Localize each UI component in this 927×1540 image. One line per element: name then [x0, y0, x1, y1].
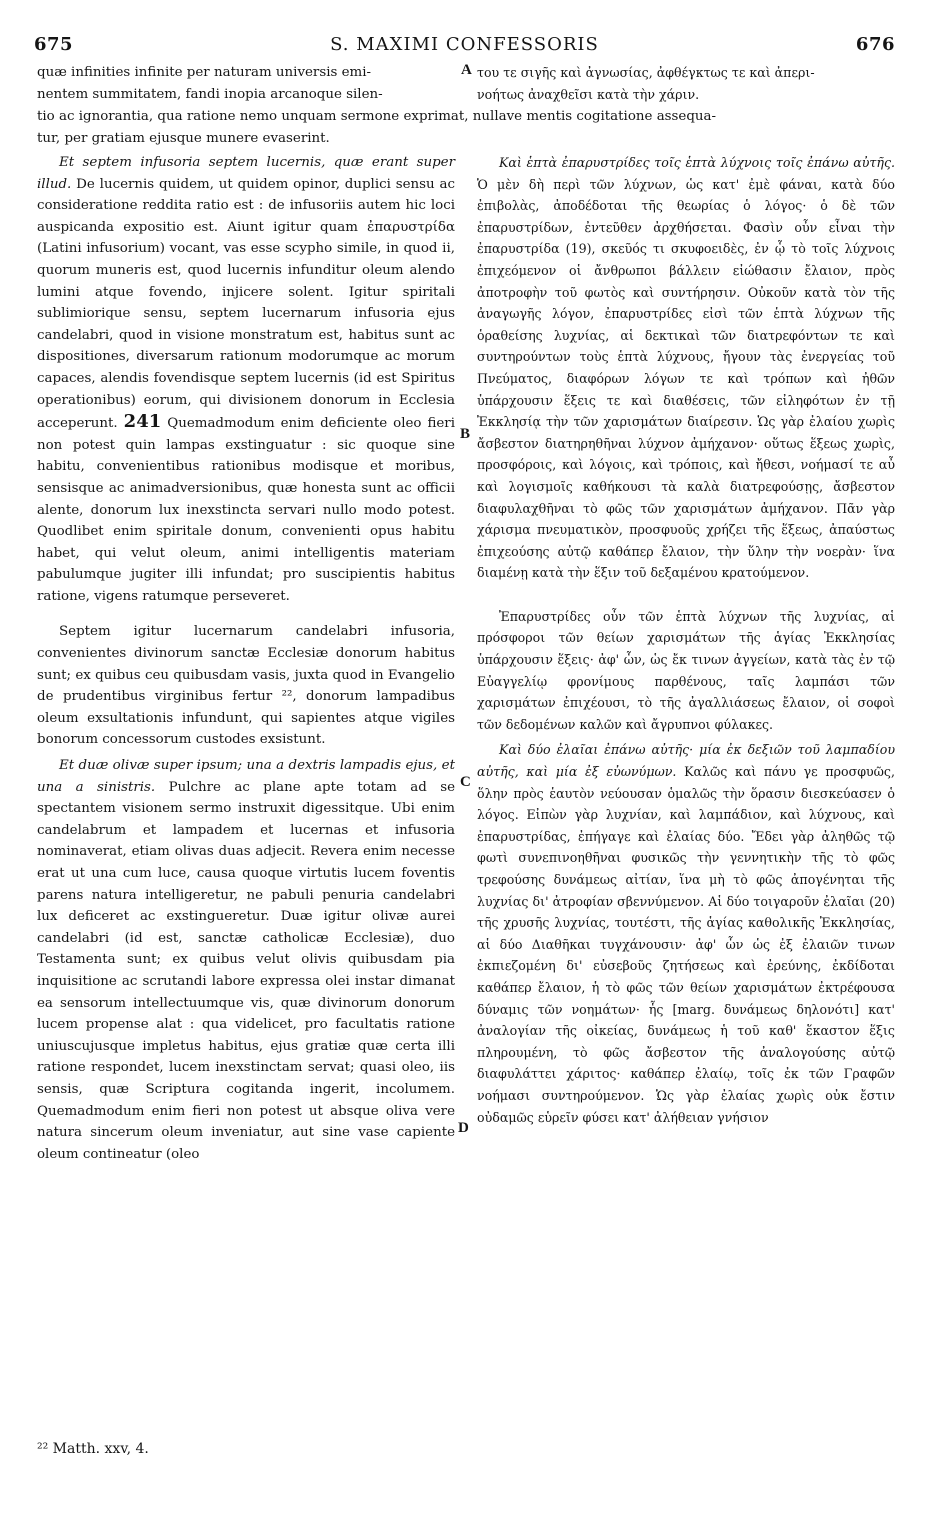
- greek-body-3: Καλῶς καὶ πάνυ γε προσφυῶς, ὅλην πρὸς ἑαυτὸν νεύουσαν ὁμαλῶς τὴν ὅρασιν διεσκεύασεν ὁ λόγος. Εἰπὼν γὰρ λυχνίαν, καὶ λαμπάδιον, καὶ λύχνους, καὶ ἐπαρυστρίδας, ἐπήγαγε καὶ ἐλαίας δύο. Ἔδει γὰρ ἀληθῶς τῷ φωτὶ συνεπινοηθῆναι φυσικῶς τὴν γεννητικὴν τῆς τὸ φῶς τρεφούσης δυνάμεως αἰτίαν, ἵνα μὴ τὸ φῶς ἀπογένηται τῆς λυχνίας δι' ἀτροφίαν σβεννύμενον. Αἱ δύο τοιγαροῦν ἐλαῖαι (20) τῆς χρυσῆς λυχνίας, τουτέστι, τῆς ἁγίας καθολικῆς Ἐκκλησίας, αἱ δύο Διαθῆκαι τυγχάνουσιν· ἀφ' ὧν ὡς ἐξ ἐλαιῶν τινων ἐκπιεζομένη δι' εὐσεβοῦς ζητήσεως καὶ ἐρεύνης, ἐκδίδοται καθάπερ ἔλαιον, ἡ τὸ φῶς τῶν θείων χαρισμάτων ἐκτρέφουσα δύναμις τῶν νοημάτων· ἧς [marg. δυνάμεως δηλονότι] κατ' ἀναλογίαν τῆς οἰκείας, δυνάμεως ἡ τοῦ καθ' ἕκαστον ἕξις πληρουμένη, τὸ φῶς ἄσβεστον τῆς ἀναλογούσης αὐτῷ διαφυλάττει χάριτος· καθάπερ ἐλαίῳ, τοῖς ἐκ τῶν Γραφῶν νοήμασι συντηρούμενον. Ὡς γὰρ ἐλαίας χωρὶς οὐκ ἔστιν οὐδαμῶς εὑρεῖν φύσει κατ' ἀλήθειαν γνήσιον: [477, 764, 895, 1125]
- section-marker-b: B: [460, 426, 471, 442]
- footnote: ²² Matth. xxv, 4.: [37, 1441, 149, 1457]
- latin-paragraph-2: Septem igitur lucernarum candelabri infusoria, convenientes divinorum sanctæ Ecclesiæ donorum habitus sunt; ex quibus ceu quibusdam vasis, juxta quod in Evangelio de prudentibus virginibus fertur ²², donorum lampadibus oleum exsultationis infundunt, qui sapientes atque vigiles bonorum concessorum custodes exsistunt.: [37, 624, 455, 748]
- latin-body-3: Pulchre ac plane apte totam ad se spectantem visionem sermo instruxit digessitque. Ubi enim candelabrum et lampadem et lucernas et infusoria nominaverat, etiam olivas duas adjecit. Revera enim necesse erat ut una cum luce, causa quoque virtutis lucem foventis parens natura intelligeretur, ne pabuli penuria candelabri lux deficeret ac exstingueretur. Duæ igitur olivæ aurei candelabri (id est, sanctæ catholicæ Ecclesiæ), duo Testamenta sunt; ex quibus velut olivis quibusdam pia inquisitione ac scrutandi labore expressa olei instar dimanat ea sensorum intellectuumque vis, quæ divinorum donorum lucem propense alat : qua videlicet, pro facultatis ratione uniuscujusque impletus habitus, ejus gratiæ quæ certa illi ratione respondet, lucem inexstinctam servat; quasi oleo, iis sensis, quæ Scriptura cogitanda ingerit, incolumem. Quemadmodum enim fieri non potest ut absque oliva vere natura sincerum oleum inveniatur, aut sine vase capiente oleum contineatur (oleo: [37, 779, 456, 1162]
- latin-top-lines: quæ infinities infinite per naturam universis emi- nentem summitatem, fandi inopia arcanoque silen-: [37, 65, 383, 102]
- page-header: [34, 34, 895, 58]
- running-title: S. MAXIMI CONFESSORIS: [330, 34, 599, 55]
- latin-lemma-3: Et duæ olivæ super ipsum; una a dextris lampadis ejus, et una a sinistris.: [37, 758, 455, 795]
- greek-body-1: Ὁ μὲν δὴ περὶ τῶν λύχνων, ὡς κατ' ἐμὲ φάναι, κατὰ δύο ἐπιβολὰς, ἀποδέδοται τῆς θεωρίας ὁ λόγος· ὁ δὲ τῶν ἐπαρυστρίδων, ἐντεῦθεν ἀρχθήσεται. Φασὶν οὖν εἶναι τὴν ἐπαρυστρίδα (19), σκεῦός τι σκυφοειδὲς, ἐν ᾧ τὸ τοῖς λύχνοις ἐπιχεόμενον οἱ ἄνθρωποι βάλλειν εἰώθασιν ἔλαιον, πρὸς ἀποτροφὴν τοῦ φωτὸς καὶ συντήρησιν. Οὐκοῦν κατὰ τὸν τῆς ἀναγωγῆς λόγον, ἐπαρυστρίδες εἰσὶ τῶν ἑπτὰ λύχνων τῆς ὁραθείσης λυχνίας, αἱ δεκτικαὶ τῶν διατρεφόντων τε καὶ συντηρούντων τοὺς ἑπτὰ λύχνους, ἤγουν τὰς ἐνεργείας τοῦ Πνεύματος, διαφόρων λόγων τε καὶ τρόπων καὶ ἠθῶν ὑπάρχουσιν ἕξεις τε καὶ διαθέσεις, τῶν εἰληφότων ἐν τῇ Ἐκκλησίᾳ τὴν τῶν χαρισμάτων διαίρεσιν. Ὡς γὰρ ἐλαίου χωρὶς ἄσβεστον διατηρηθῆναι λύχνον ἀμήχανον· οὕτως ἕξεως χωρὶς, προσφόροις, καὶ λόγοις, καὶ τρόποις, καὶ ἤθεσι, νοήμασί τε αὖ καὶ λογισμοῖς καθήκουσι τὰ καλὰ διατρεφούσῃς, ἄσβεστον διαφυλαχθῆναι τὸ φῶς τῶν χαρισμάτων ἀμήχανον. Πᾶν γὰρ χάρισμα πνευματικὸν, προσφυοῦς χρήζει τῆς ἕξεως, ἀπαύστως ἐπιχεούσης αὐτῷ καθάπερ ἔλαιον, τὴν ὕλην τὴν νοερὰν· ἵνα διαμένῃ κατὰ τὴν ἕξιν τοῦ δεξαμένου κρατούμενον.: [477, 176, 895, 581]
- latin-body-1-cont: Quemadmodum enim deficiente oleo fieri non potest quin lampas exstinguatur : sic quoque sine habitu, convenientibus rationibus modisque et moribus, sensisque ac animadversionibus, quæ honesta sunt ac officii alente, donorum lux inexstincta servari nullo modo potest. Quodlibet enim spiritale donum, convenienti opus habitu habet, qui velut oleum, animi intelligentis materiam pabulumque jugiter illi infundat; pro suscipientis habitus ratione, vigens ratumque perseveret.: [37, 416, 455, 604]
- greek-column: [477, 152, 895, 1128]
- latin-paragraph-1: [37, 152, 455, 607]
- greek-lemma-3: Καὶ δύο ἐλαῖαι ἐπάνω αὐτῆς· μία ἐκ δεξιῶν τοῦ λαμπαδίου αὐτῆς, καὶ μία ἐξ εὐωνύμων.: [477, 742, 895, 780]
- latin-body-1: De lucernis quidem, ut quidem opinor, duplici sensu ac consideratione reddita ratio est : de infusoriis autem hic loci auspicanda expositio est. Aiunt igitur quam ἐπαρυστρίδα (Latini infusorium) vocant, vas esse scypho simile, in quod ii, quorum muneris est, quod lucernis infunditur oleum alendo lumini atque fovendo, injicere solent. Igitur spiritali sublimiorique sensu, septem lucernarum infusoria ejus candelabri, quod in visione monstratum est, habitus sunt ac dispositiones, diversarum rationum modorumque ac morum capaces, alendis fovendisque septem lucernis (id est Spiritus operationibus) eorum, qui divisionem donorum in Ecclesia acceperunt.: [37, 176, 455, 432]
- left-column-number: 675: [34, 34, 74, 55]
- column-number-241: 241: [123, 411, 162, 433]
- section-marker-c: C: [460, 774, 471, 790]
- latin-full-width-lines: [37, 106, 897, 149]
- greek-paragraph-1: [477, 152, 895, 584]
- greek-paragraph-2: Ἐπαρυστρίδες οὖν τῶν ἑπτὰ λύχνων τῆς λυχνίας, αἱ πρόσφοροι τῶν θείων χαρισμάτων τῆς ἁγίας Ἐκκλησίας ὑπάρχουσιν ἕξεις· ἀφ' ὧν, ὡς ἔκ τινων ἀγγείων, κατὰ τὰς ἐν τῷ Εὐαγγελίῳ φρονίμους παρθένους, ταῖς λαμπάσι τῶν χαρισμάτων ἐπιχέουσι, τὸ τῆς ἀγαλλιάσεως ἔλαιον, οἱ σοφοὶ τῶν δεδομένων καλῶν καὶ ἄγρυπνοι φύλακες.: [477, 608, 895, 732]
- greek-column-top: [477, 62, 895, 105]
- section-marker-a: A: [461, 62, 472, 78]
- greek-top-lines: του τε σιγῆς καὶ ἀγνωσίας, ἀφθέγκτως τε καὶ ἀπερι- νοήτως ἀναχθεῖσι κατὰ τὴν χάριν.: [477, 65, 815, 102]
- latin-spanning-text: tio ac ignorantia, qua ratione nemo unquam sermone exprimat, nullave mentis cogitatione assequa- tur, per gratiam ejusque munere evaserint.: [37, 109, 717, 146]
- section-marker-d: D: [458, 1120, 469, 1136]
- greek-paragraph-3: [477, 739, 895, 1128]
- latin-paragraph-3: [37, 755, 455, 1165]
- latin-column: [37, 152, 455, 1165]
- right-column-number: 676: [855, 34, 895, 55]
- greek-lemma-1: Καὶ ἑπτὰ ἐπαρυστρίδες τοῖς ἑπτὰ λύχνοις τοῖς ἐπάνω αὐτῆς.: [499, 155, 895, 170]
- latin-column-top: [37, 62, 455, 105]
- latin-lemma-1: Et septem infusoria septem lucernis, quæ erant super illud.: [37, 155, 455, 192]
